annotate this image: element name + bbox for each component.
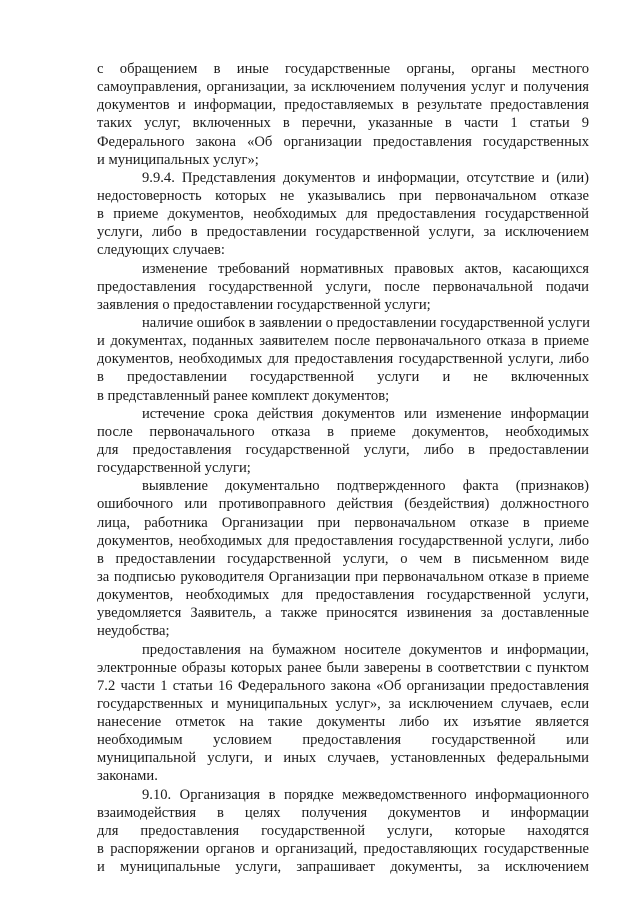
text-line: документов, необходимых для предоставления государственной услуги, либо <box>97 351 589 368</box>
text-line: и муниципальных услуг»; <box>97 151 259 168</box>
text-line: лица, работника Организации при первоначальном отказе в приеме <box>97 514 589 531</box>
text-line: ошибочного или противоправного действия (бездействия) должностного <box>97 496 589 513</box>
text-line: 7.2 части 1 статьи 16 Федерального закона «Об организации предоставления <box>97 677 589 694</box>
text-line: предоставления государственной услуги, после первоначальной подачи <box>97 278 589 295</box>
text-line: предоставления на бумажном носителе документов и информации, <box>142 641 589 658</box>
text-line: для предоставления государственной услуги, либо в предоставлении <box>97 441 589 458</box>
text-line: уведомляется Заявитель, а также приносятся извинения за доставленные <box>97 605 589 622</box>
text-line: наличие ошибок в заявлении о предоставлении государственной услуги <box>142 314 590 331</box>
text-line: необходимым условием предоставления государственной или <box>97 732 589 749</box>
text-line: следующих случаев: <box>97 242 225 259</box>
text-line: за подписью руководителя Организации при первоначальном отказе в приеме <box>97 568 589 585</box>
text-line: услуги, либо в предоставлении государственной услуги, за исключением <box>97 224 589 241</box>
text-line: в распоряжении органов и организаций, предоставляющих государственные <box>97 841 589 858</box>
text-line: таких услуг, включенных в перечни, указанные в части 1 статьи 9 <box>97 115 589 132</box>
text-line: для предоставления государственной услуги, которые находятся <box>97 822 589 839</box>
text-line: истечение срока действия документов или изменение информации <box>142 405 589 422</box>
text-line: муниципальной услуги, и иных случаев, установленных федеральными <box>97 750 589 767</box>
text-line: документов, необходимых для предоставления государственной услуги, либо <box>97 532 589 549</box>
text-line: с обращением в иные государственные органы, органы местного <box>97 61 589 77</box>
document-body <box>97 60 589 876</box>
text-line: и муниципальные услуги, запрашивает документы, за исключением <box>97 859 589 876</box>
text-line: в представленный ранее комплект документов; <box>97 387 390 404</box>
text-line: изменение требований нормативных правовых актов, касающихся <box>142 260 589 277</box>
text-line: в приеме документов, необходимых для предоставления государственной <box>97 206 589 223</box>
text-line: 9.9.4. Представления документов и информации, отсутствие и (или) <box>142 169 589 186</box>
text-line: государственной услуги; <box>97 460 251 477</box>
text-line: Федерального закона «Об организации предоставления государственных <box>97 133 589 150</box>
text-line: в предоставлении государственной услуги, о чем в письменном виде <box>97 550 589 567</box>
text-line: документов и информации, предоставляемых в результате предоставления <box>97 97 589 114</box>
text-line: заявления о предоставлении государственной услуги; <box>97 296 431 313</box>
text-line: законами. <box>97 768 158 785</box>
text-line: после первоначального отказа в приеме документов, необходимых <box>97 423 589 440</box>
text-line: в предоставлении государственной услуги и не включенных <box>97 369 589 386</box>
text-line: недостоверность которых не указывались при первоначальном отказе <box>97 187 589 204</box>
text-line: неудобства; <box>97 623 170 640</box>
text-line: взаимодействия в целях получения документов и информации <box>97 804 589 821</box>
text-line: и документах, поданных заявителем после первоначального отказа в приеме <box>97 333 589 350</box>
text-line: электронные образы которых ранее были заверены в соответствии с пунктом <box>97 659 589 676</box>
text-line: документов, необходимых для предоставления государственной услуги, <box>97 587 589 604</box>
text-line: нанесение отметок на такие документы либо их изъятие является <box>97 714 589 731</box>
text-line: самоуправления, организации, за исключением получения услуг и получения <box>97 79 589 96</box>
text-line: государственных и муниципальных услуг», за исключением случаев, если <box>97 695 589 712</box>
text-line: выявление документально подтвержденного факта (признаков) <box>142 478 589 495</box>
text-line: 9.10. Организация в порядке межведомственного информационного <box>142 786 589 803</box>
